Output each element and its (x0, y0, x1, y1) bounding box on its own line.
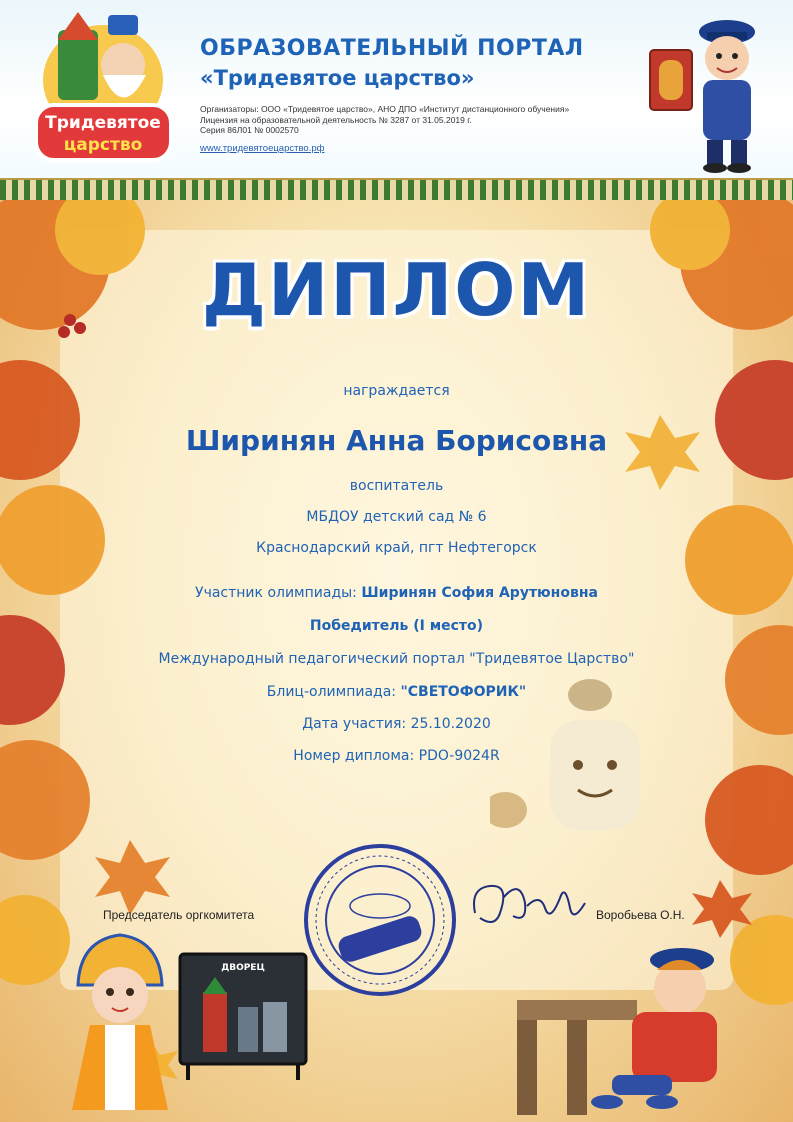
portal-subtitle: «Тридевятое царство» (200, 66, 475, 90)
recipient-name: Ширинян Анна Борисовна (185, 424, 608, 457)
participant-line (0, 585, 793, 601)
participant-label: Участник олимпиады: (195, 585, 362, 601)
olympiad-name: "СВЕТОФОРИК" (400, 684, 527, 700)
board-title: ДВОРЕЦ (221, 963, 265, 973)
participant-name: Ширинян София Арутюновна (361, 585, 598, 601)
mascot-girl-icon (60, 930, 180, 1115)
chairman-label: Председатель оргкомитета (103, 908, 255, 922)
license-line: Лицензия на образовательной деятельность № 3287 от 31.05.2019 г. (200, 114, 472, 125)
awarded-label: награждается (343, 383, 450, 399)
logo-word-1: Тридевятое (45, 113, 161, 133)
signature-icon (465, 868, 590, 938)
ornament-border (0, 178, 793, 202)
recipient-region: Краснодарский край, пгт Нефтегорск (256, 540, 537, 556)
diploma-number: Номер диплома: PDO-9024R (293, 748, 500, 764)
portal-header (0, 0, 793, 178)
date-line: Дата участия: 25.10.2020 (302, 716, 491, 732)
signer-name: Воробьева О.Н. (596, 908, 685, 922)
palace-board-icon (178, 952, 308, 1082)
recipient-position: воспитатель (349, 478, 444, 494)
organizers-info (200, 104, 630, 136)
olympiad-line (0, 684, 793, 700)
portal-title: ОБРАЗОВАТЕЛЬНЫЙ ПОРТАЛ (200, 36, 584, 61)
official-stamp-icon (300, 840, 460, 1000)
olympiad-label: Блиц-олимпиада: (266, 684, 401, 700)
tridevyatoe-logo-icon (28, 10, 178, 168)
site-link[interactable]: www.тридевятоецарство.рф (200, 143, 325, 154)
diploma-title: ДИПЛОМ (201, 248, 592, 332)
logo-word-2: царство (63, 135, 143, 155)
organizers-line: Организаторы: ООО «Тридевятое царство», АНО ДПО «Институт дистанционного обучения» (200, 104, 570, 114)
recipient-institution: МБДОУ детский сад № 6 (306, 509, 487, 525)
mascot-boy-sitting-icon (512, 930, 742, 1115)
series-line: Серия 86Л01 № 0002570 (200, 125, 299, 135)
mascot-boy-icon (645, 10, 775, 175)
result-line: Победитель (I место) (309, 618, 484, 634)
portal-line: Международный педагогический портал "Тридевятое Царство" (158, 651, 635, 667)
